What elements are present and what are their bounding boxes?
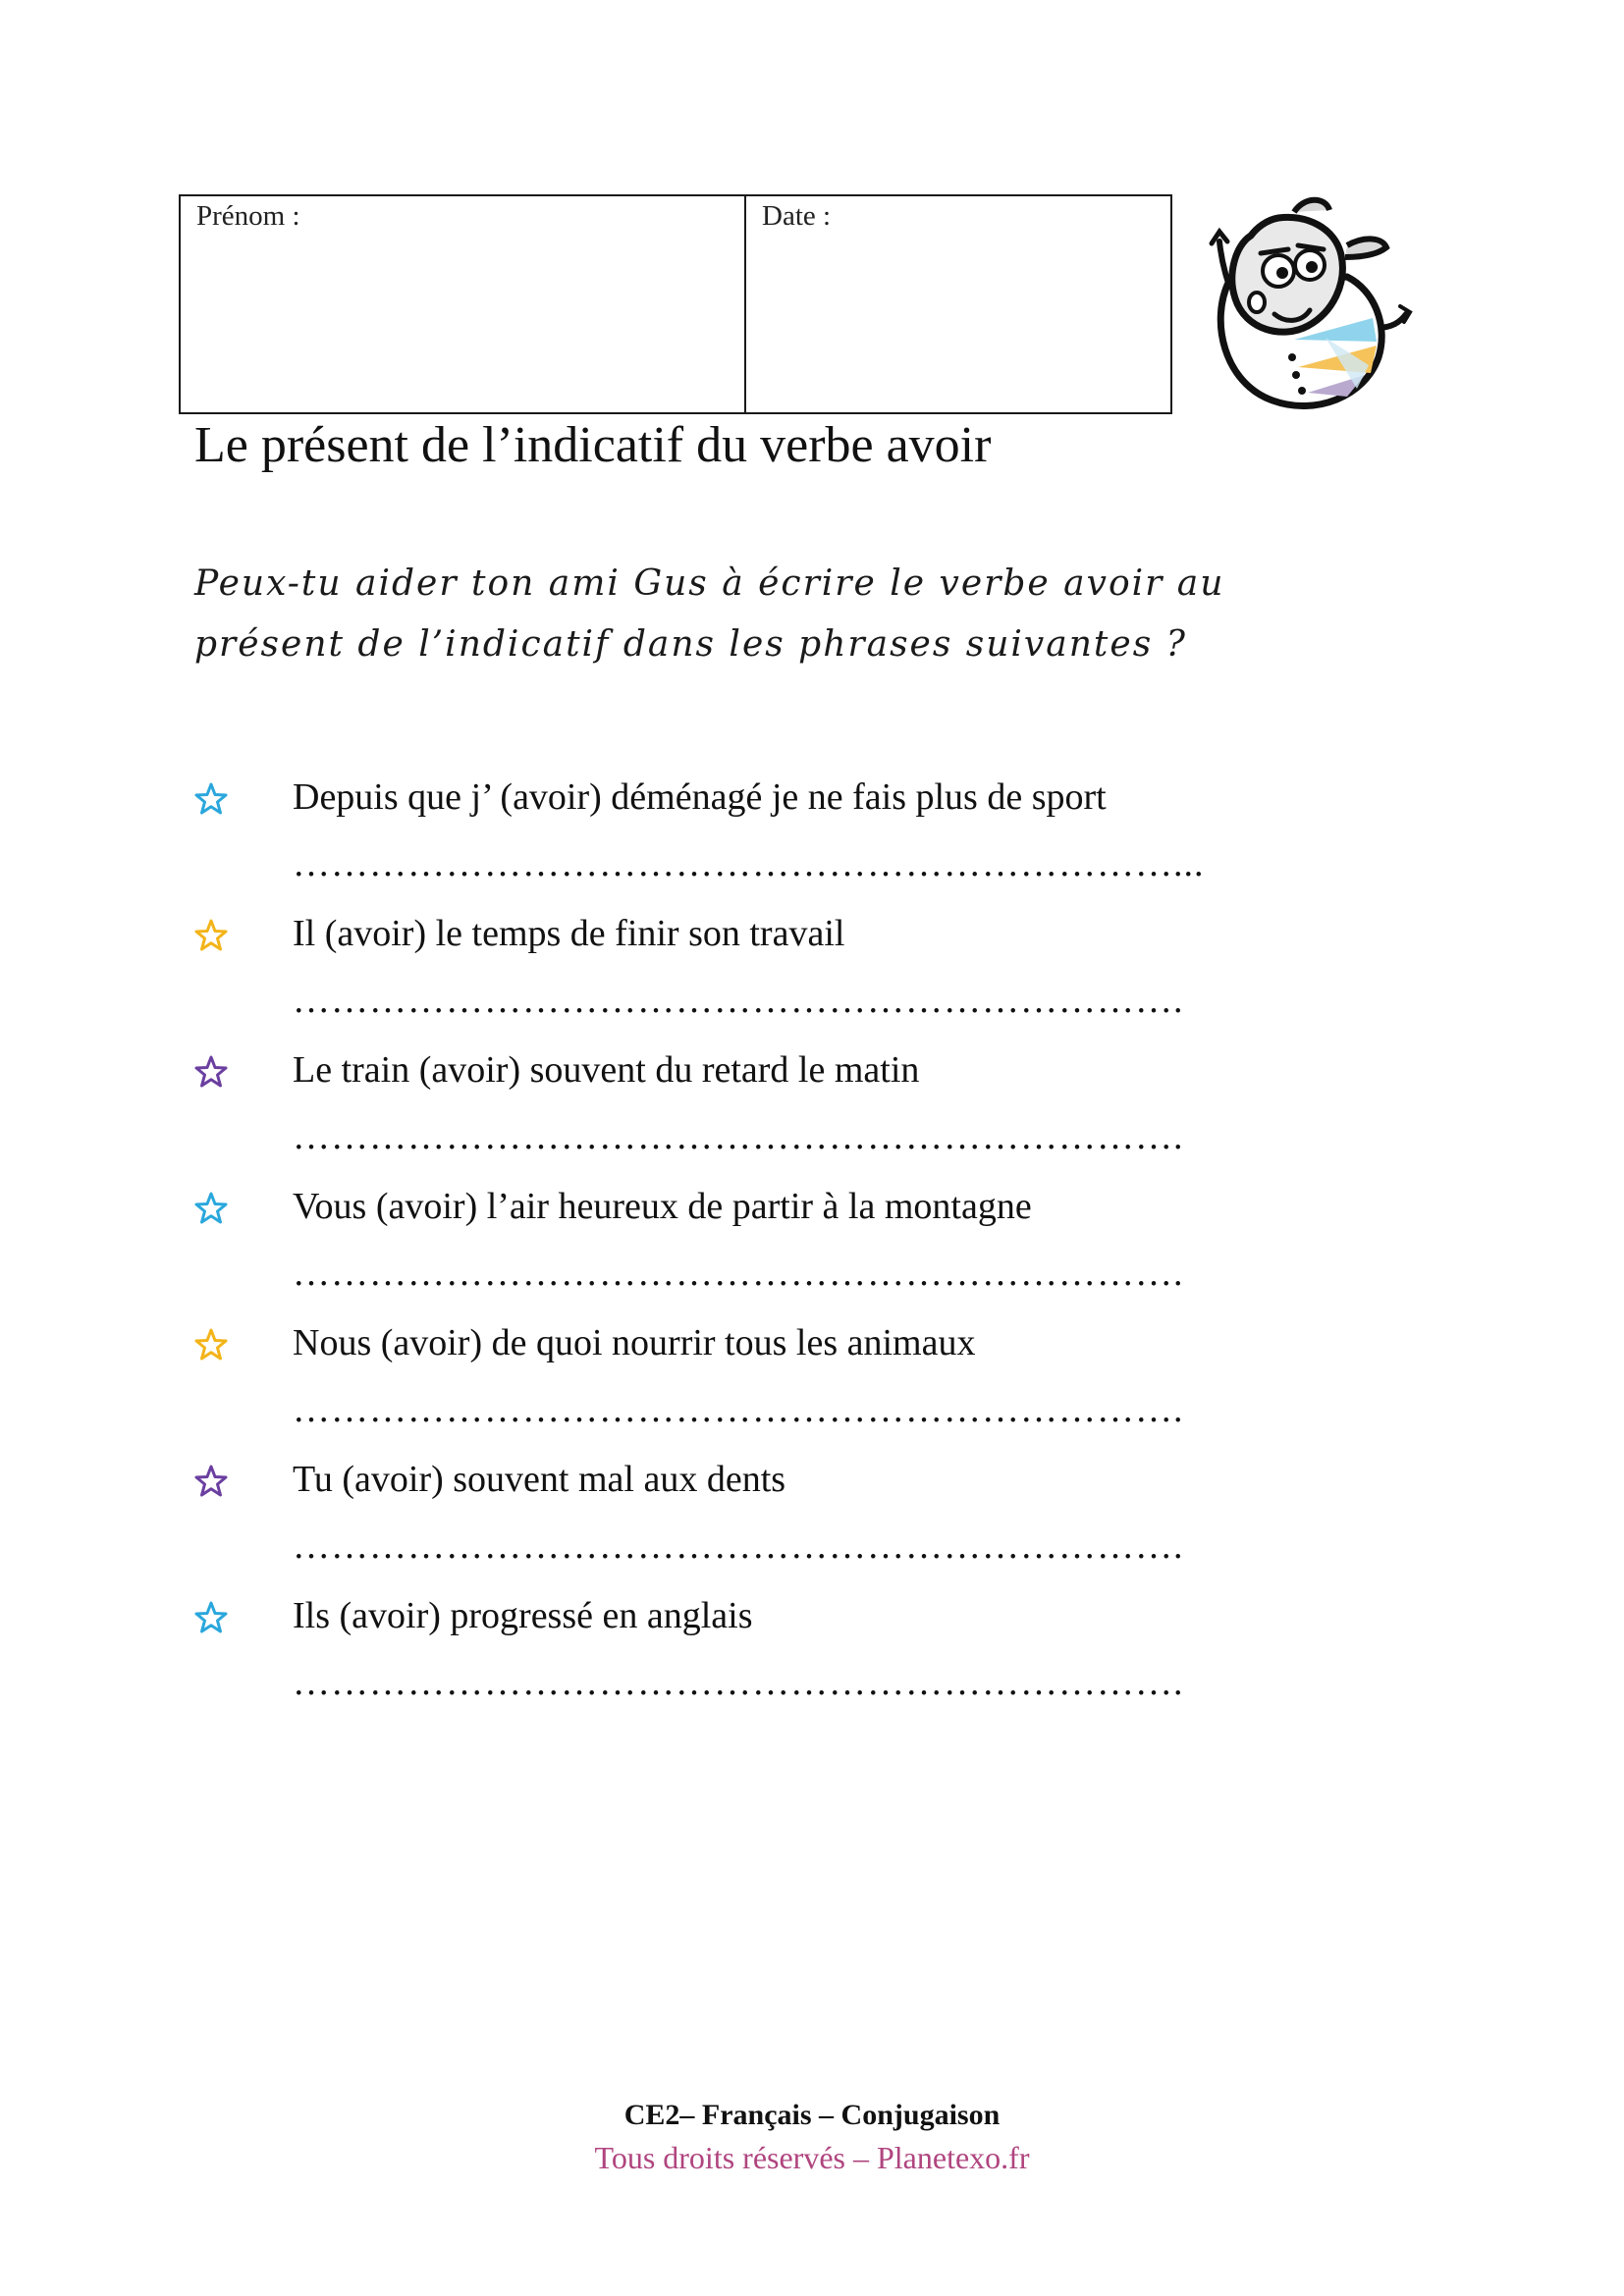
- star-icon: [194, 1601, 228, 1634]
- exercise-sentence: Nous (avoir) de quoi nourrir tous les animaux: [293, 1322, 976, 1363]
- star-icon: [194, 1192, 228, 1225]
- star-icon: [194, 1055, 228, 1089]
- page-title: Le présent de l’indicatif du verbe avoir: [194, 417, 992, 473]
- exercise-sentence: Le train (avoir) souvent du retard le matin: [293, 1049, 920, 1091]
- prenom-label: Prénom :: [196, 200, 300, 232]
- answer-line[interactable]: …………………………………………………………….: [293, 1662, 1184, 1703]
- answer-line[interactable]: …………………………………………………………….: [293, 1116, 1184, 1157]
- footer-subject: CE2– Français – Conjugaison: [623, 2099, 1001, 2131]
- answer-line[interactable]: …………………………………………………………….: [293, 1525, 1184, 1567]
- list-item: [194, 1321, 1373, 1458]
- exercise-sentence: Tu (avoir) souvent mal aux dents: [293, 1459, 786, 1500]
- answer-line[interactable]: …………………………………………………………….: [293, 1253, 1184, 1294]
- list-item: [194, 1185, 1373, 1321]
- exercise-sentence: Ils (avoir) progressé en anglais: [293, 1595, 753, 1636]
- star-icon: [194, 1328, 228, 1362]
- exercise-sentence: Vous (avoir) l’air heureux de partir à la montagne: [293, 1186, 1032, 1227]
- date-field[interactable]: [746, 196, 1170, 412]
- exercise-list: [194, 775, 1373, 1731]
- exercise-sentence: Il (avoir) le temps de finir son travail: [293, 913, 845, 954]
- list-item: [194, 1594, 1373, 1731]
- name-date-table: [179, 194, 1172, 414]
- answer-line[interactable]: ……………………………………………………………...: [293, 843, 1205, 884]
- list-item: [194, 912, 1373, 1048]
- list-item: [194, 1458, 1373, 1594]
- instruction-text: Peux-tu aider ton ami Gus à écrire le verbe avoir au présent de l’indicatif dans les phrases suivantes ?: [194, 563, 1225, 665]
- date-label: Date :: [762, 200, 832, 232]
- list-item: [194, 1048, 1373, 1185]
- list-item: [194, 775, 1373, 912]
- sheep-mascot-icon: [1200, 192, 1416, 424]
- footer-rights: Tous droits réservés – Planetexo.fr: [594, 2140, 1030, 2175]
- prenom-field[interactable]: [181, 196, 746, 412]
- star-icon: [194, 782, 228, 816]
- star-icon: [194, 919, 228, 952]
- star-icon: [194, 1465, 228, 1498]
- answer-line[interactable]: …………………………………………………………….: [293, 1389, 1184, 1430]
- answer-line[interactable]: …………………………………………………………….: [293, 980, 1184, 1021]
- exercise-sentence: Depuis que j’ (avoir) déménagé je ne fais plus de sport: [293, 776, 1107, 818]
